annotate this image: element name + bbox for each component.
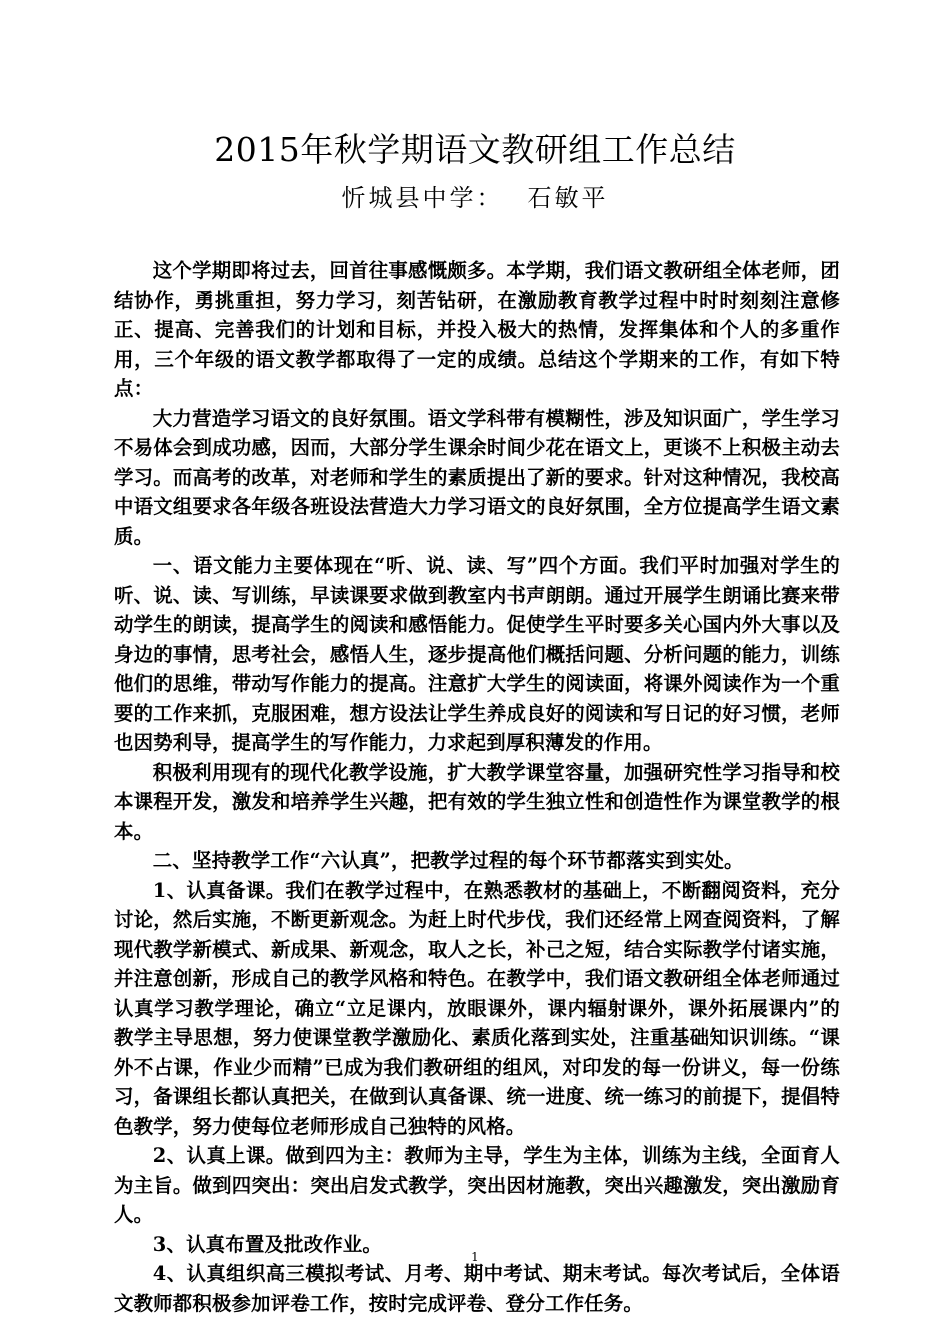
body-paragraph: 这个学期即将过去，回首往事感慨颇多。本学期，我们语文教研组全体老师，团结协作，勇挑重担，努力学习，刻苦钻研，在激励教育教学过程中时时刻刻注意修正、提高、完善我们的计划和目标，并投入极大的热情，发挥集体和个人的多重作用，三个年级的语文教学都取得了一定的成绩。总结这个学期来的工作，有如下特点： xyxy=(114,259,840,400)
body-paragraph: 二、坚持教学工作“六认真”，把教学过程的每个环节都落实到实处。 xyxy=(152,849,744,872)
body-paragraph: 1、认真备课。我们在教学过程中，在熟悉教材的基础上，不断翻阅资料，充分讨论，然后实施，不断更新观念。为赶上时代步伐，我们还经常上网查阅资料，了解现代教学新模式、新成果、新观念，取人之长，补己之短，结合实际教学付诸实施，并注意创新，形成自己的教学风格和特色。在教学中，我们语文教研组全体老师通过认真学习教学理论，确立“立足课内，放眼课外，课内辐射课外，课外拓展课内”的教学主导思想，努力使课堂教学激励化、素质化落到实处，注重基础知识训练。“课外不占课，作业少而精”已成为我们教研组的组风，对印发的每一份讲义，每一份练习，备课组长都认真把关，在做到认真备课、统一进度、统一练习的前提下，提倡特色教学，努力使每位老师形成自己独特的风格。 xyxy=(114,878,840,1138)
author-school: 忻城县中学： xyxy=(341,184,504,212)
body-paragraph: 3、认真布置及批改作业。 xyxy=(152,1232,382,1256)
author-name: 石敏平 xyxy=(527,184,609,212)
body-paragraph: 大力营造学习语文的良好氛围。语文学科带有模糊性，涉及知识面广，学生学习不易体会到成功感，因而，大部分学生课余时间少花在语文上，更谈不上积极主动去学习。而高考的改革，对老师和学生的素质提出了新的要求。针对这种情况，我校高中语文组要求各年级各班设法营造大力学习语文的良好氛围，全方位提高学生语文素质。 xyxy=(114,406,840,548)
author-line xyxy=(0,182,950,214)
body-paragraph: 4、认真组织高三模拟考试、月考、期中考试、期末考试。每次考试后，全体语文教师都积极参加评卷工作，按时完成评卷、登分工作任务。 xyxy=(114,1262,840,1315)
document-title: 2015年秋学期语文教研组工作总结 xyxy=(214,130,736,169)
body-paragraph: 2、认真上课。做到四为主：教师为主导，学生为主体，训练为主线，全面育人为主旨。做到四突出：突出启发式教学，突出因材施教，突出兴趣激发，突出激励育人。 xyxy=(114,1144,840,1226)
body-paragraph: 积极利用现有的现代化教学设施，扩大教学课堂容量，加强研究性学习指导和校本课程开发，激发和培养学生兴趣，把有效的学生独立性和创造性作为课堂教学的根本。 xyxy=(114,760,840,843)
document-body xyxy=(114,256,840,1318)
body-paragraph: 一、语文能力主要体现在“听、说、读、写”四个方面。我们平时加强对学生的听、说、读、写训练，早读课要求做到教室内书声朗朗。通过开展学生朗诵比赛来带动学生的朗读，提高学生的阅读和感悟能力。促使学生平时要多关心国内外大事以及身边的事情，思考社会，感悟人生，逐步提高他们概括问题、分析问题的能力，训练他们的思维，带动写作能力的提高。注意扩大学生的阅读面，将课外阅读作为一个重要的工作来抓，克服困难，想方设法让学生养成良好的阅读和写日记的好习惯，老师也因势利导，提高学生的写作能力，力求起到厚积薄发的作用。 xyxy=(114,554,840,754)
page-number: 1 xyxy=(471,1250,479,1264)
